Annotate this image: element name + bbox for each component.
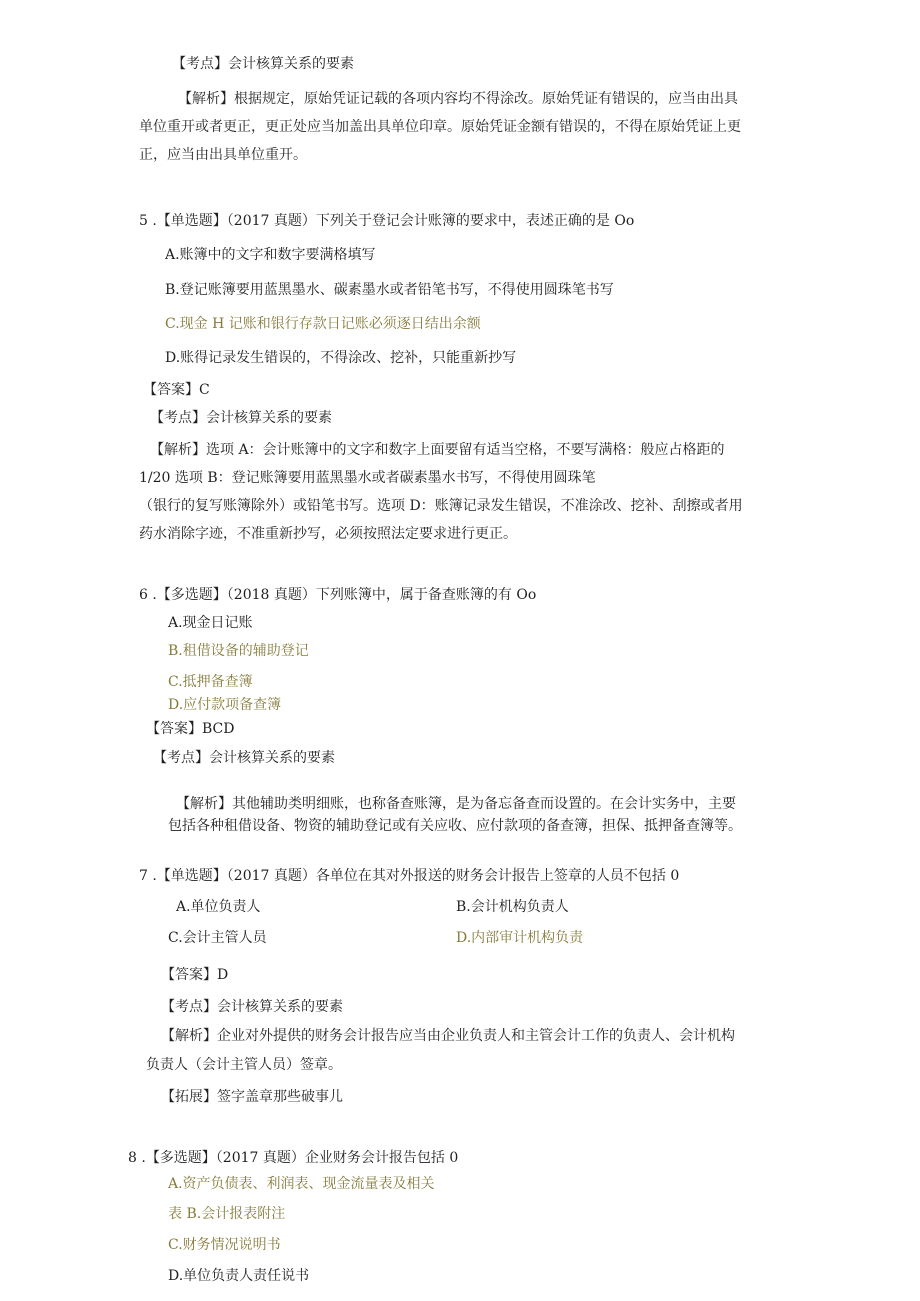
q7-jiexi-line-1: 【解析】企业对外提供的财务会计报告应当由企业负责人和主管会计工作的负责人、会计机构 [161, 1028, 735, 1044]
q6-option-b: B.租借设备的辅助登记 [168, 643, 309, 659]
q8-question: 8 .【多选题】（2017 真题）企业财务会计报告包括 0 [128, 1150, 459, 1166]
q5-jiexi-line-4: 药水消除字迹，不准重新抄写，必须按照法定要求进行更正。 [139, 526, 517, 542]
q5-option-a: A.账簿中的文字和数字要满格填写 [165, 247, 376, 263]
q8-option-a-line-1: A.资产负债表、利润表、现金流量表及相关 [168, 1176, 435, 1192]
q8-option-c: C.财务情况说明书 [168, 1237, 281, 1253]
q7-tuozhan: 【拓展】签字盖章那些破事儿 [161, 1089, 343, 1105]
q7-kaodian: 【考点】会计核算关系的要素 [161, 999, 343, 1015]
q6-jiexi-line-2: 包括各种租借设备、物资的辅助登记或有关应收、应付款项的备查簿，担保、抵押备查簿等。 [168, 818, 742, 834]
q7-jiexi-line-2: 负责人（会计主管人员）签章。 [146, 1057, 342, 1073]
q5-option-b: B.登记账簿要用蓝黑墨水、碳素墨水或者铅笔书写，不得使用圆珠笔书写 [165, 282, 614, 298]
q5-question: 5 .【单选题】（2017 真题）下列关于登记会计账簿的要求中，表述正确的是 Oo [139, 213, 635, 229]
q7-question: 7 .【单选题】（2017 真题）各单位在其对外报送的财务会计报告上签章的人员不包括 0 [139, 868, 680, 884]
q6-jiexi-line-1: 【解析】其他辅助类明细账，也称备查账簿，是为备忘备查而设置的。在会计实务中，主要 [176, 796, 736, 812]
q5-kaodian: 【考点】会计核算关系的要素 [150, 410, 332, 426]
q5-answer: 【答案】C [143, 382, 210, 398]
q6-answer: 【答案】BCD [146, 721, 235, 737]
q5-option-d: D.账得记录发生错误的，不得涂改、挖补，只能重新抄写 [165, 350, 517, 366]
q7-option-c: C.会计主管人员 [168, 930, 267, 946]
q6-question: 6 .【多选题】（2018 真题）下列账簿中，属于备查账簿的有 Oo [139, 587, 537, 603]
top-jiexi-line-1: 【解析】根据规定，原始凭证记载的各项内容均不得涂改。原始凭证有错误的，应当由出具 [178, 91, 738, 107]
q8-option-d: D.单位负责人责任说书 [168, 1268, 310, 1284]
q8-option-a-line-2: 表 B.会计报表附注 [168, 1206, 286, 1222]
top-jiexi-line-2: 单位重开或者更正，更正处应当加盖出具单位印章。原始凭证金额有错误的，不得在原始凭证上更 [139, 119, 741, 135]
q6-option-c: C.抵押备查簿 [168, 674, 253, 690]
q7-option-a: A.单位负责人 [176, 899, 261, 915]
q7-option-b: B.会计机构负责人 [456, 899, 569, 915]
q7-option-d: D.内部审计机构负责 [456, 930, 584, 946]
top-kaodian: 【考点】会计核算关系的要素 [172, 56, 354, 72]
q5-jiexi-line-3: （银行的复写账簿除外）或铅笔书写。选项 D：账簿记录发生错误，不准涂改、挖补、刮擦或者用 [139, 498, 743, 514]
q6-option-a: A.现金日记账 [168, 615, 253, 631]
q7-answer: 【答案】D [161, 967, 229, 983]
q5-jiexi-line-2: 1/20 选项 B：登记账簿要用蓝黑墨水或者碳素墨水书写，不得使用圆珠笔 [139, 470, 596, 486]
q6-kaodian: 【考点】会计核算关系的要素 [153, 750, 335, 766]
top-jiexi-line-3: 正，应当由出具单位重开。 [139, 147, 307, 163]
q5-jiexi-line-1: 【解析】选项 A：会计账簿中的文字和数字上面要留有适当空格，不要写满格：般应占格距的 [150, 442, 725, 458]
q6-option-d: D.应付款项备查簿 [168, 697, 282, 713]
q5-option-c: C.现金 H 记账和银行存款日记账必须逐日结出余额 [165, 316, 481, 332]
